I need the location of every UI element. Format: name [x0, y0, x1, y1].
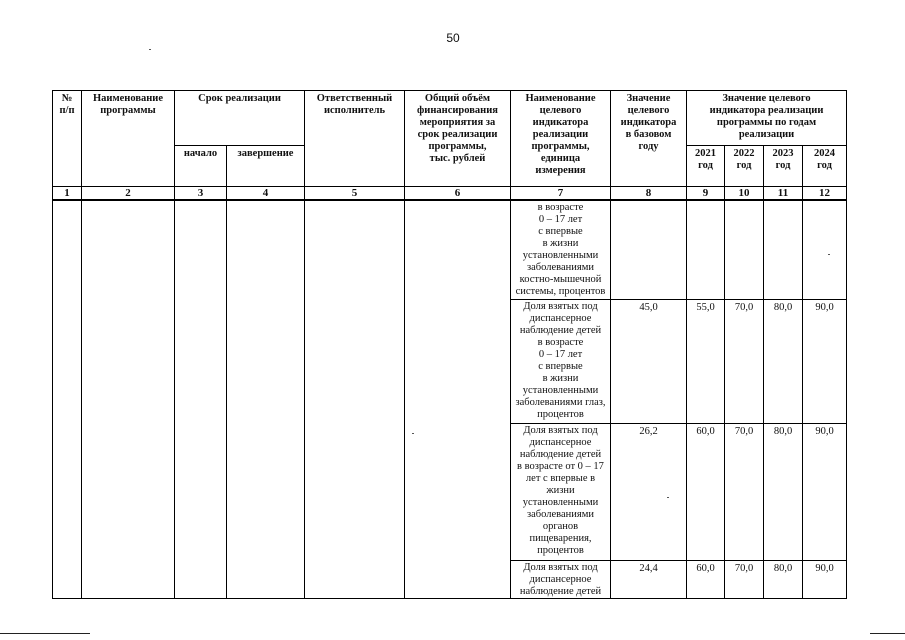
indicators-table — [52, 90, 847, 599]
header-year-2024: 2024 год — [803, 146, 847, 187]
base-value-cell — [611, 200, 687, 299]
value-2022-cell: 70,0 — [725, 560, 764, 598]
header-indicator-name: Наименование целевого индикатора реализации программы, единица измерения — [511, 91, 611, 187]
value-2024-cell: 90,0 — [803, 560, 847, 598]
cell-program-name — [82, 200, 175, 598]
scan-edge-line — [870, 633, 905, 634]
indicator-name-cell: Доля взятых под диспансерное наблюдение детей — [511, 560, 611, 598]
cell-end — [227, 200, 305, 598]
page-number: 50 — [446, 31, 460, 45]
scan-edge-line — [0, 633, 90, 634]
indicator-name-cell: в возрасте 0 – 17 лет с впервые в жизни установленными заболеваниями костно-мышечной системы, процентов — [511, 200, 611, 299]
value-2021-cell — [687, 200, 725, 299]
column-number: 1 — [53, 187, 82, 201]
value-2022-cell: 70,0 — [725, 299, 764, 423]
column-number: 8 — [611, 187, 687, 201]
column-number: 7 — [511, 187, 611, 201]
base-value-cell: 45,0 — [611, 299, 687, 423]
value-2021-cell: 55,0 — [687, 299, 725, 423]
column-number: 3 — [175, 187, 227, 201]
value-2022-cell — [725, 200, 764, 299]
column-number: 9 — [687, 187, 725, 201]
header-responsible: Ответственный исполнитель — [305, 91, 405, 187]
column-number: 6 — [405, 187, 511, 201]
header-year-2022: 2022 год — [725, 146, 764, 187]
header-yearly-values: Значение целевого индикатора реализации программы по годам реализации — [687, 91, 847, 146]
indicator-name-cell: Доля взятых под диспансерное наблюдение детей в возрасте 0 – 17 лет с впервые в жизни установленными заболеваниями глаз, процентов — [511, 299, 611, 423]
column-number: 2 — [82, 187, 175, 201]
indicator-name-cell: Доля взятых под диспансерное наблюдение детей в возрасте от 0 – 17 лет с впервые в жизни установленными заболеваниями органов пищеварения, процентов — [511, 423, 611, 560]
column-number: 10 — [725, 187, 764, 201]
header-number: № п/п — [53, 91, 82, 187]
base-value-cell: 24,4 — [611, 560, 687, 598]
value-2023-cell: 80,0 — [764, 299, 803, 423]
value-2022-cell: 70,0 — [725, 423, 764, 560]
header-year-2023: 2023 год — [764, 146, 803, 187]
base-value-cell: 26,2 — [611, 423, 687, 560]
value-2021-cell: 60,0 — [687, 560, 725, 598]
header-program-name: Наименование программы — [82, 91, 175, 187]
value-2021-cell: 60,0 — [687, 423, 725, 560]
header-base-value: Значение целевого индикатора в базовом году — [611, 91, 687, 187]
header-end: завершение — [227, 146, 305, 187]
cell-financing — [405, 200, 511, 598]
value-2023-cell — [764, 200, 803, 299]
header-period: Срок реализации — [175, 91, 305, 146]
column-number: 4 — [227, 187, 305, 201]
header-year-2021: 2021 год — [687, 146, 725, 187]
scan-speck — [149, 49, 151, 50]
header-start: начало — [175, 146, 227, 187]
value-2024-cell — [803, 200, 847, 299]
cell-responsible — [305, 200, 405, 598]
header-financing: Общий объём финансирования мероприятия за срок реализации программы, тыс. рублей — [405, 91, 511, 187]
column-numbers-row — [53, 187, 847, 201]
cell-start — [175, 200, 227, 598]
column-number: 11 — [764, 187, 803, 201]
value-2024-cell: 90,0 — [803, 299, 847, 423]
value-2023-cell: 80,0 — [764, 560, 803, 598]
value-2023-cell: 80,0 — [764, 423, 803, 560]
column-number: 12 — [803, 187, 847, 201]
cell-number — [53, 200, 82, 598]
column-number: 5 — [305, 187, 405, 201]
value-2024-cell: 90,0 — [803, 423, 847, 560]
